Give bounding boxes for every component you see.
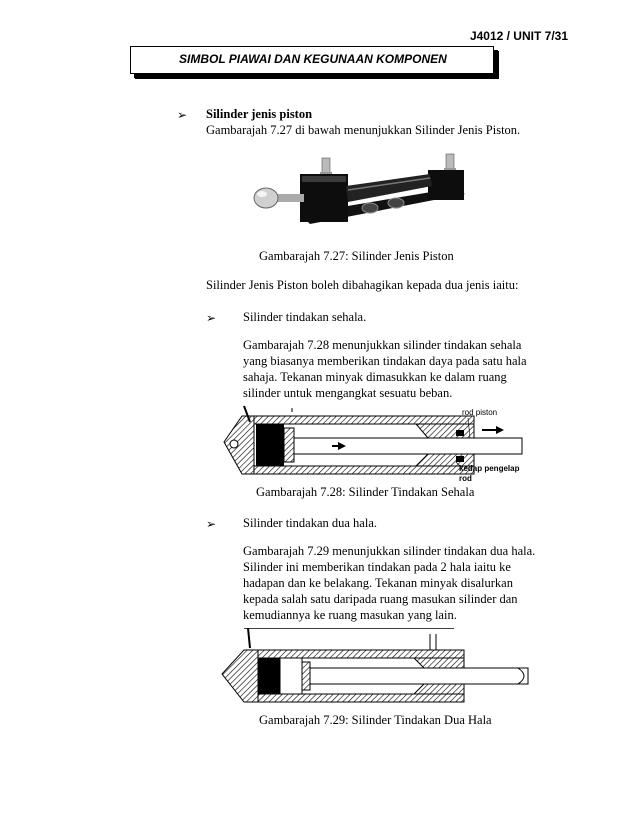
figure2-caption: Gambarajah 7.28: Silinder Tindakan Sehala (256, 485, 475, 499)
double-acting-desc-line: Silinder ini memberikan tindakan pada 2 hala iaitu ke (243, 560, 511, 574)
single-acting-desc-line: silinder untuk mengangkat sesuatu beban. (243, 386, 453, 400)
double-acting-desc-line: hadapan dan ke belakang. Tekanan minyak disalurkan (243, 576, 513, 590)
double-acting-desc-line: kemudiannya ke ruang masukan yang lain. (243, 608, 457, 622)
label-seal-line1: kedap pengelap (459, 464, 520, 473)
single-acting-desc-line: yang biasanya memberikan tindakan daya pada satu hala (243, 354, 527, 368)
figure-piston-cylinder-photo (250, 152, 470, 238)
banner-title: SIMBOL PIAWAI DAN KEGUNAAN KOMPONEN (179, 52, 447, 66)
double-acting-title: Silinder tindakan dua hala. (243, 516, 377, 530)
figure-double-acting-cylinder (218, 628, 534, 710)
bullet-arrow-icon: ➢ (206, 517, 217, 531)
types-intro: Silinder Jenis Piston boleh dibahagikan kepada dua jenis iaitu: (206, 278, 519, 292)
single-acting-desc-line: Gambarajah 7.28 menunjukkan silinder tindakan sehala (243, 338, 522, 352)
page-code: J4012 / UNIT 7/31 (469, 29, 568, 43)
figure1-caption: Gambarajah 7.27: Silinder Jenis Piston (259, 249, 454, 263)
single-acting-desc-line: sahaja. Tekanan minyak dimasukkan ke dalam ruang (243, 370, 507, 384)
bullet-arrow-icon: ➢ (177, 108, 188, 122)
label-seal-line2: rod (459, 474, 472, 483)
bullet-arrow-icon: ➢ (206, 311, 217, 325)
double-acting-desc-line: Gambarajah 7.29 menunjukkan silinder tindakan dua hala. (243, 544, 536, 558)
section-heading: Silinder jenis piston (206, 107, 313, 121)
figure3-caption: Gambarajah 7.29: Silinder Tindakan Dua Hala (259, 713, 492, 727)
single-acting-title: Silinder tindakan sehala. (243, 310, 367, 324)
double-acting-desc-line: kepada salah satu daripada ruang masukan silinder dan (243, 592, 518, 606)
section-intro: Gambarajah 7.27 di bawah menunjukkan Silinder Jenis Piston. (206, 123, 521, 137)
section-banner (130, 46, 494, 74)
label-rod-piston: rod piston (462, 408, 498, 417)
